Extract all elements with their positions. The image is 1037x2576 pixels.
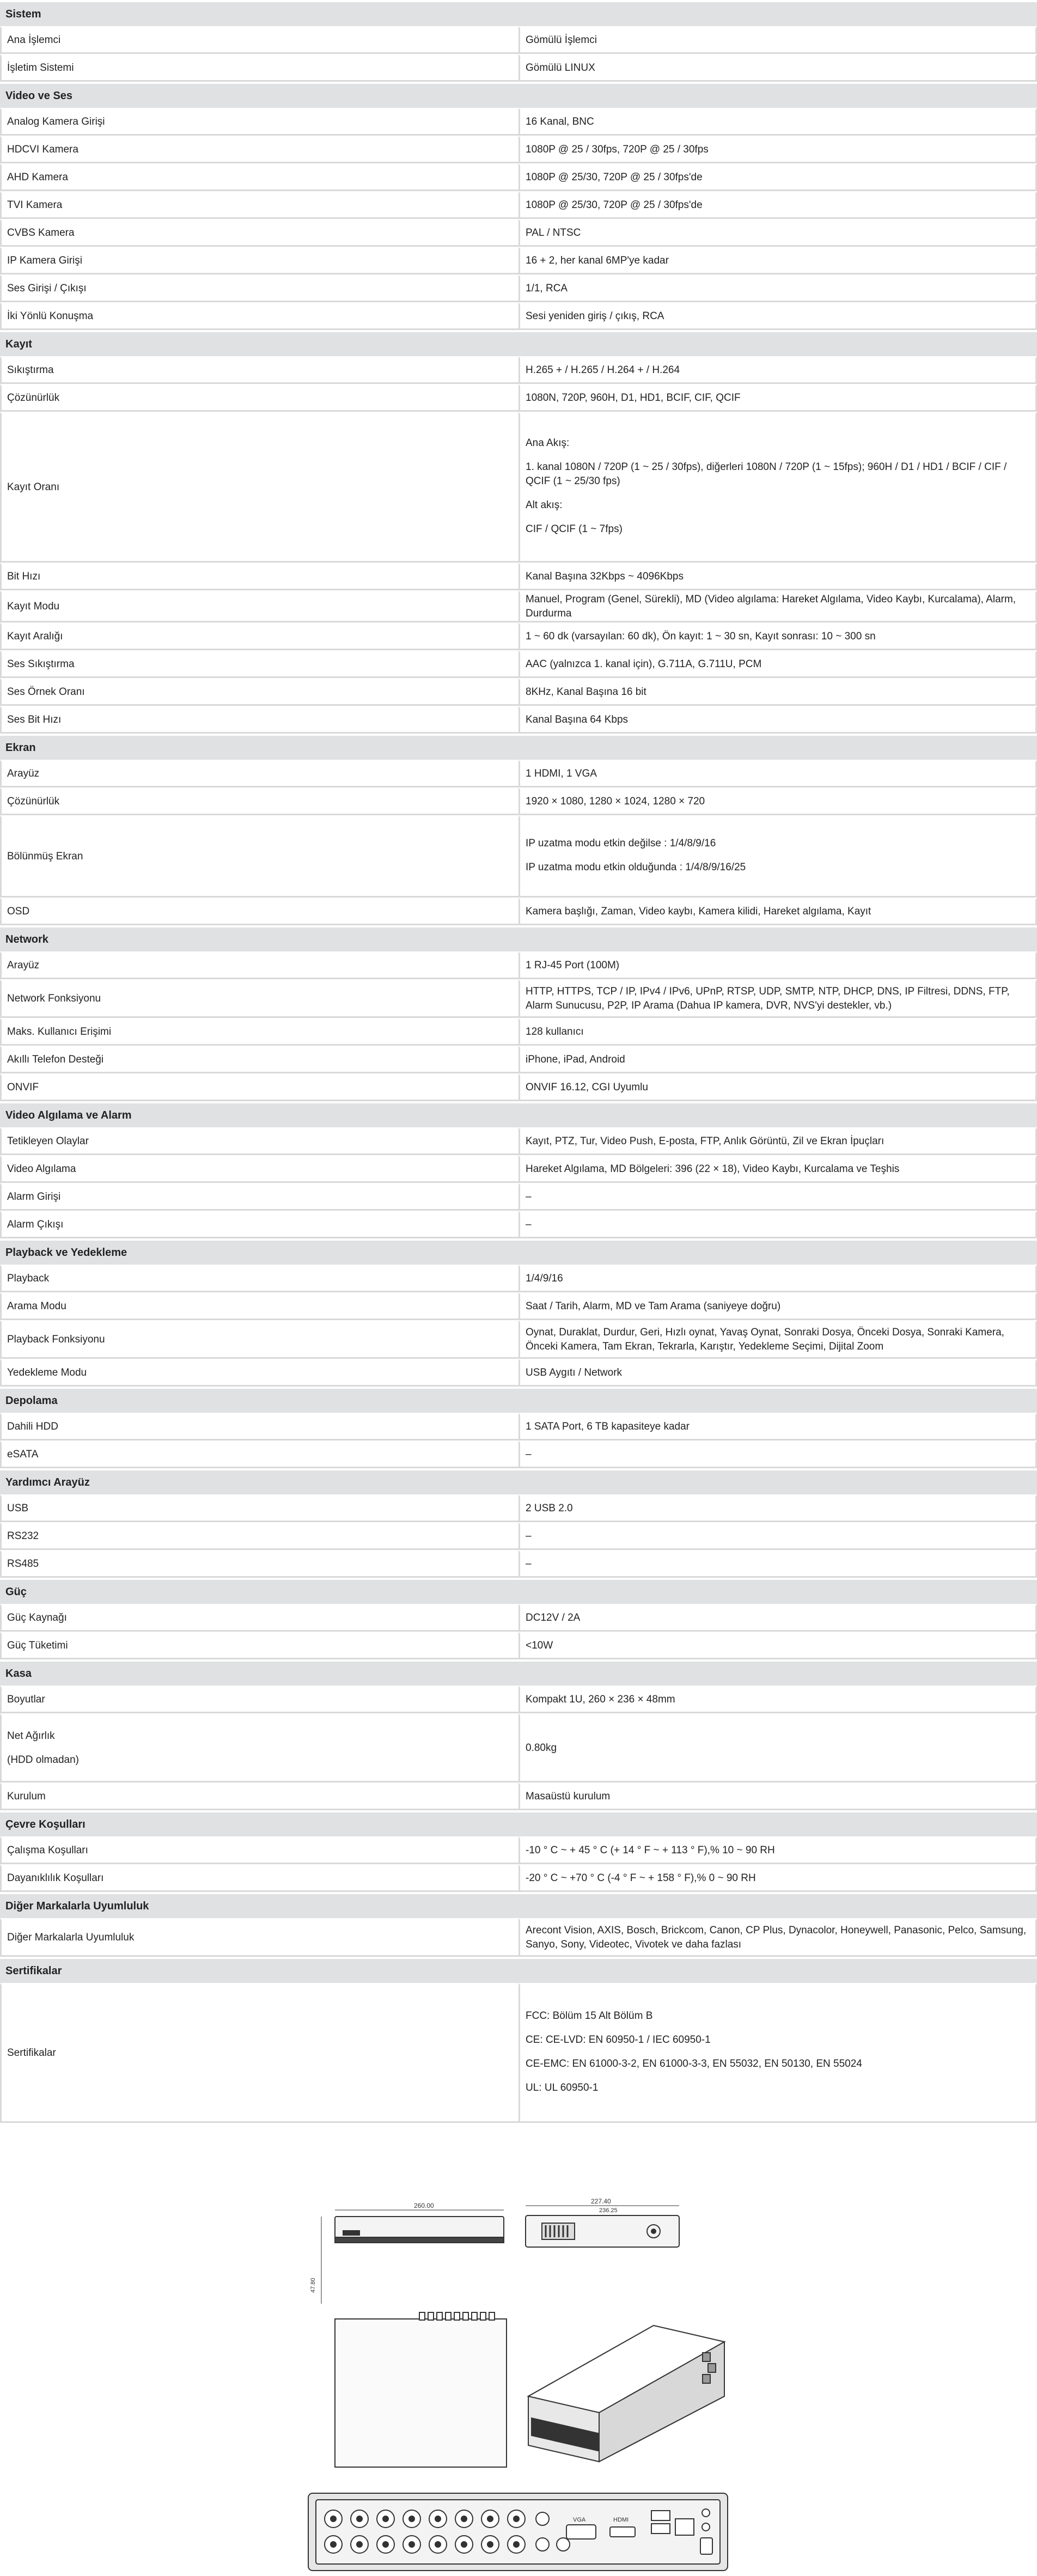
spec-label-text: Net Ağırlık: [7, 1730, 55, 1742]
spec-label-text: RS485: [7, 1558, 39, 1570]
spec-value-text: 1080P @ 25 / 30fps, 720P @ 25 / 30fps: [526, 144, 709, 155]
spec-label-text: Dayanıklılık Koşulları: [7, 1872, 104, 1884]
spec-value-text: 1080P @ 25/30, 720P @ 25 / 30fps'de: [526, 172, 703, 183]
height-label: 47.80: [310, 2278, 316, 2293]
spec-label: [0, 108, 518, 136]
spec-row: [0, 622, 1037, 650]
spec-label-text: Kayıt Modu: [7, 601, 60, 612]
spec-value-text: 128 kullanıcı: [526, 1026, 584, 1037]
spec-label: [0, 384, 518, 412]
spec-label: [0, 1183, 518, 1211]
spec-value-text: 1 ~ 60 dk (varsayılan: 60 dk), Ön kayıt: 1 ~ 30 sn, Kayıt sonrası: 10 ~ 300 sn: [526, 631, 876, 642]
spec-label: [0, 1632, 518, 1659]
spec-row: [0, 1073, 1037, 1101]
spec-label-text: İki Yönlü Konuşma: [7, 310, 94, 322]
spec-value-text: 2 USB 2.0: [526, 1503, 573, 1514]
spec-row: [0, 1127, 1037, 1155]
spec-label-text: Güç Tüketimi: [7, 1640, 68, 1651]
spec-label-text: Güç Kaynağı: [7, 1612, 67, 1623]
section-header-playback-ve-yedekleme: [0, 1238, 1037, 1265]
spec-label: [0, 1413, 518, 1440]
spec-row: [0, 1046, 1037, 1073]
spec-value-text: Saat / Tarih, Alarm, MD ve Tam Arama (saniyeye doğru): [526, 1301, 781, 1312]
spec-row: [0, 219, 1037, 247]
spec-value: [518, 898, 1037, 925]
section-header-diger-markalarla-uyumluluk: [0, 1892, 1037, 1918]
side-view-drawing: [526, 2197, 679, 2247]
spec-label-text: Arama Modu: [7, 1301, 66, 1312]
section-title: Çevre Koşulları: [0, 1810, 1037, 1836]
spec-label-text: Network Fonksiyonu: [7, 993, 101, 1004]
spec-value-text: 1/1, RCA: [526, 283, 568, 294]
spec-value: [518, 1018, 1037, 1046]
spec-value-text: Kamera başlığı, Zaman, Video kaybı, Kamera kilidi, Hareket algılama, Kayıt: [526, 906, 871, 917]
spec-value-text: –: [526, 1530, 532, 1542]
spec-label: [0, 1686, 518, 1713]
spec-value-text: IP uzatma modu etkin değilse : 1/4/8/9/16: [526, 838, 716, 849]
spec-row: [0, 1604, 1037, 1632]
spec-value-text: 1/4/9/16: [526, 1273, 563, 1284]
spec-value-text: -10 ° C ~ + 45 ° C (+ 14 ° F ~ + 113 ° F),% 10 ~ 90 RH: [526, 1845, 775, 1856]
spec-label-text: TVI Kamera: [7, 199, 63, 211]
spec-row: [0, 54, 1037, 82]
spec-label: [0, 979, 518, 1018]
section-title: Playback ve Yedekleme: [0, 1238, 1037, 1265]
spec-row: [0, 1783, 1037, 1810]
spec-value: [518, 247, 1037, 274]
spec-label-text: Alarm Girişi: [7, 1191, 61, 1202]
spec-value-text: H.265 + / H.265 / H.264 + / H.264: [526, 364, 680, 376]
spec-value-text: –: [526, 1449, 532, 1460]
spec-row: [0, 1155, 1037, 1183]
section-header-sistem: [0, 0, 1037, 26]
spec-row: [0, 760, 1037, 788]
spec-label-text: Playback: [7, 1273, 50, 1284]
spec-value: [518, 622, 1037, 650]
spec-value: [518, 1604, 1037, 1632]
spec-value-text: 1 SATA Port, 6 TB kapasiteye kadar: [526, 1421, 690, 1432]
spec-label-text: Sıkıştırma: [7, 364, 54, 376]
spec-label-text: Ses Bit Hızı: [7, 714, 62, 725]
section-header-network: [0, 925, 1037, 951]
spec-value: [518, 563, 1037, 590]
spec-value: [518, 1127, 1037, 1155]
spec-label-text: Ana İşlemci: [7, 34, 61, 46]
spec-value-text: CE: CE-LVD: EN 60950-1 / IEC 60950-1: [526, 2034, 711, 2046]
spec-label: [0, 1440, 518, 1468]
spec-row: [0, 1686, 1037, 1713]
spec-label: [0, 1046, 518, 1073]
spec-label-text: HDCVI Kamera: [7, 144, 78, 155]
spec-value: [518, 108, 1037, 136]
spec-value-text: 0.80kg: [526, 1742, 557, 1754]
spec-value: [518, 1155, 1037, 1183]
spec-label-text: Diğer Markalarla Uyumluluk: [7, 1932, 135, 1943]
spec-label-text: Ses Girişi / Çıkışı: [7, 283, 87, 294]
spec-value-text: 16 + 2, her kanal 6MP'ye kadar: [526, 255, 669, 266]
spec-label: [0, 1265, 518, 1292]
spec-value-text: FCC: Bölüm 15 Alt Bölüm B: [526, 2010, 653, 2022]
spec-value-text: –: [526, 1558, 532, 1570]
spec-label: [0, 650, 518, 678]
spec-value: [518, 384, 1037, 412]
spec-value-text: Sesi yeniden giriş / çıkış, RCA: [526, 310, 664, 322]
spec-value: [518, 302, 1037, 330]
spec-label-text: ONVIF: [7, 1082, 39, 1093]
spec-value: [518, 1413, 1037, 1440]
spec-row: [0, 1292, 1037, 1320]
spec-label: [0, 622, 518, 650]
spec-value-text: PAL / NTSC: [526, 227, 581, 239]
spec-value-text: DC12V / 2A: [526, 1612, 581, 1623]
spec-value: [518, 788, 1037, 815]
spec-row: [0, 26, 1037, 54]
spec-label: [0, 356, 518, 384]
spec-row: [0, 1413, 1037, 1440]
spec-value-text: USB Aygıtı / Network: [526, 1367, 623, 1378]
spec-row: [0, 247, 1037, 274]
section-title: Yardımcı Arayüz: [0, 1468, 1037, 1494]
spec-label-text: CVBS Kamera: [7, 227, 75, 239]
spec-label: [0, 1127, 518, 1155]
spec-label: [0, 1292, 518, 1320]
spec-value-text: Arecont Vision, AXIS, Bosch, Brickcom, Canon, CP Plus, Dynacolor, Honeywell, Panasonic, Pelco, Samsung, Sanyo, Sony, Videotec, Vivotek ve daha fazlası: [526, 1925, 1027, 1950]
section-title: Ekran: [0, 734, 1037, 760]
spec-value-text: Alt akış:: [526, 499, 563, 511]
spec-row: [0, 1359, 1037, 1387]
section-header-video-ve-ses: [0, 82, 1037, 108]
spec-label: [0, 191, 518, 219]
spec-label: [0, 302, 518, 330]
spec-row: [0, 788, 1037, 815]
spec-label: [0, 678, 518, 706]
spec-value: [518, 191, 1037, 219]
spec-row: [0, 356, 1037, 384]
section-header-yardimci-arayuz: [0, 1468, 1037, 1494]
spec-value-text: –: [526, 1191, 532, 1202]
spec-value: [518, 1686, 1037, 1713]
spec-row: [0, 1550, 1037, 1578]
spec-label: [0, 1320, 518, 1359]
spec-value-text: 16 Kanal, BNC: [526, 116, 594, 127]
spec-label-text: Playback Fonksiyonu: [7, 1334, 105, 1345]
spec-label: [0, 136, 518, 163]
spec-value: [518, 1864, 1037, 1892]
spec-label-text: Kayıt Aralığı: [7, 631, 63, 642]
spec-row: [0, 678, 1037, 706]
spec-row: [0, 1018, 1037, 1046]
spec-value-text: UL: UL 60950-1: [526, 2082, 599, 2093]
spec-label: [0, 1864, 518, 1892]
section-header-ekran: [0, 734, 1037, 760]
spec-label: [0, 1783, 518, 1810]
spec-row: [0, 1836, 1037, 1864]
spec-row: [0, 384, 1037, 412]
spec-value: [518, 219, 1037, 247]
spec-value: [518, 590, 1037, 622]
spec-value: [518, 1783, 1037, 1810]
spec-label-text: Arayüz: [7, 768, 40, 779]
spec-value: [518, 1073, 1037, 1101]
spec-row: [0, 1183, 1037, 1211]
spec-label-text: Çözünürlük: [7, 392, 60, 404]
section-header-video-algilama-ve-alarm: [0, 1101, 1037, 1127]
spec-label-text: Çözünürlük: [7, 796, 60, 807]
spec-row: [0, 1632, 1037, 1659]
spec-label: [0, 1604, 518, 1632]
spec-value-text: Gömülü LINUX: [526, 62, 595, 74]
front-view-drawing: [310, 2202, 504, 2304]
spec-row: [0, 815, 1037, 898]
spec-value-text: Manuel, Program (Genel, Sürekli), MD (Video algılama: Hareket Algılama, Video Kaybı, Kurcalama), Alarm, Durdurma: [526, 594, 1016, 619]
spec-label: [0, 706, 518, 734]
spec-value: [518, 760, 1037, 788]
spec-label: [0, 563, 518, 590]
spec-row: [0, 191, 1037, 219]
section-title: Sertifikalar: [0, 1957, 1037, 1983]
section-title: Diğer Markalarla Uyumluluk: [0, 1892, 1037, 1918]
section-title: Network: [0, 925, 1037, 951]
spec-row: [0, 951, 1037, 979]
spec-label: [0, 1836, 518, 1864]
spec-value: [518, 1440, 1037, 1468]
rear-panel-drawing: [308, 2493, 728, 2571]
spec-label-text: IP Kamera Girişi: [7, 255, 82, 266]
spec-label-text: Boyutlar: [7, 1694, 45, 1705]
spec-label: [0, 1073, 518, 1101]
spec-label: [0, 219, 518, 247]
rear-vga-label: VGA: [573, 2517, 586, 2523]
spec-value: [518, 1550, 1037, 1578]
spec-label-text: AHD Kamera: [7, 172, 68, 183]
spec-value-text: 1 RJ-45 Port (100M): [526, 960, 620, 971]
spec-value-text: CE-EMC: EN 61000-3-2, EN 61000-3-3, EN 55032, EN 50130, EN 55024: [526, 2058, 862, 2070]
spec-label: [0, 951, 518, 979]
spec-value-text: 1920 × 1080, 1280 × 1024, 1280 × 720: [526, 796, 705, 807]
spec-label: [0, 760, 518, 788]
spec-label-text: Video Algılama: [7, 1163, 76, 1175]
spec-value-text: 8KHz, Kanal Başına 16 bit: [526, 686, 646, 698]
spec-value-text: Kanal Başına 32Kbps ~ 4096Kbps: [526, 571, 684, 582]
spec-row: [0, 1440, 1037, 1468]
spec-label: [0, 54, 518, 82]
spec-row: [0, 979, 1037, 1018]
spec-value: [518, 1211, 1037, 1238]
section-title: Video Algılama ve Alarm: [0, 1101, 1037, 1127]
spec-value: [518, 1983, 1037, 2123]
section-title: Kayıt: [0, 330, 1037, 356]
spec-label-text: Tetikleyen Olaylar: [7, 1136, 89, 1147]
spec-value-text: HTTP, HTTPS, TCP / IP, IPv4 / IPv6, UPnP, RTSP, UDP, SMTP, NTP, DHCP, DNS, IP Filtresi, DDNS, FTP, Alarm Sunucusu, P2P, IP Arama (Dahua IP kamera, DVR, NVS'yi destekler, vb.): [526, 986, 1010, 1011]
spec-row: [0, 1713, 1037, 1783]
spec-label-text: Sertifikalar: [7, 2047, 56, 2059]
spec-value: [518, 1918, 1037, 1957]
spec-label: [0, 1359, 518, 1387]
top-view-drawing: [335, 2312, 507, 2467]
spec-row: [0, 590, 1037, 622]
spec-label-text: (HDD olmadan): [7, 1754, 79, 1766]
product-drawings: [0, 2189, 1037, 2576]
spec-value: [518, 1320, 1037, 1359]
spec-label: [0, 412, 518, 563]
spec-value-text: –: [526, 1219, 532, 1230]
spec-value: [518, 274, 1037, 302]
spec-row: [0, 1494, 1037, 1522]
spec-label-text: Arayüz: [7, 960, 40, 971]
spec-label: [0, 1713, 518, 1783]
spec-row: [0, 650, 1037, 678]
spec-label-text: Kurulum: [7, 1791, 46, 1802]
spec-value-text: 1080N, 720P, 960H, D1, HD1, BCIF, CIF, QCIF: [526, 392, 741, 404]
spec-label-text: Akıllı Telefon Desteği: [7, 1054, 104, 1065]
spec-value: [518, 356, 1037, 384]
section-title: Depolama: [0, 1387, 1037, 1413]
spec-value: [518, 1632, 1037, 1659]
spec-row: [0, 1918, 1037, 1957]
section-header-guc: [0, 1578, 1037, 1604]
spec-value-text: 1 HDMI, 1 VGA: [526, 768, 597, 779]
spec-row: [0, 1265, 1037, 1292]
spec-value: [518, 951, 1037, 979]
spec-value-text: Kompakt 1U, 260 × 236 × 48mm: [526, 1694, 675, 1705]
spec-value-text: CIF / QCIF (1 ~ 7fps): [526, 523, 623, 535]
spec-value: [518, 136, 1037, 163]
front-width-label: 260.00: [414, 2202, 434, 2209]
spec-value-text: 1080P @ 25/30, 720P @ 25 / 30fps'de: [526, 199, 703, 211]
spec-value: [518, 54, 1037, 82]
spec-value: [518, 678, 1037, 706]
spec-value-text: Gömülü İşlemci: [526, 34, 597, 46]
spec-row: [0, 302, 1037, 330]
spec-value-text: Hareket Algılama, MD Bölgeleri: 396 (22 × 18), Video Kaybı, Kurcalama ve Teşhis: [526, 1163, 900, 1175]
section-header-sertifikalar: [0, 1957, 1037, 1983]
spec-value-text: 1. kanal 1080N / 720P (1 ~ 25 / 30fps), diğerleri 1080N / 720P (1 ~ 15fps); 960H / D1 / HD1 / BCIF / CIF / QCIF (1 ~ 25/30 fps): [526, 461, 1007, 487]
spec-label: [0, 1983, 518, 2123]
spec-value-text: Kanal Başına 64 Kbps: [526, 714, 629, 725]
spec-row: [0, 1864, 1037, 1892]
spec-label-text: Analog Kamera Girişi: [7, 116, 105, 127]
spec-value-text: AAC (yalnızca 1. kanal için), G.711A, G.711U, PCM: [526, 658, 762, 670]
spec-value: [518, 412, 1037, 563]
spec-label-text: Yedekleme Modu: [7, 1367, 87, 1378]
spec-label-text: eSATA: [7, 1449, 39, 1460]
spec-label: [0, 247, 518, 274]
spec-value: [518, 1046, 1037, 1073]
side-sub-label: 236.25: [599, 2207, 618, 2214]
spec-row: [0, 163, 1037, 191]
spec-value: [518, 1494, 1037, 1522]
spec-label-text: Ses Örnek Oranı: [7, 686, 85, 698]
spec-value-text: IP uzatma modu etkin olduğunda : 1/4/8/9/16/25: [526, 862, 746, 873]
spec-label: [0, 898, 518, 925]
spec-label: [0, 1522, 518, 1550]
spec-value: [518, 979, 1037, 1018]
spec-row: [0, 1522, 1037, 1550]
section-header-depolama: [0, 1387, 1037, 1413]
spec-label: [0, 788, 518, 815]
spec-label-text: USB: [7, 1503, 29, 1514]
spec-row: [0, 108, 1037, 136]
section-title: Güç: [0, 1578, 1037, 1604]
spec-value-text: Kayıt, PTZ, Tur, Video Push, E-posta, FTP, Anlık Görüntü, Zil ve Ekran İpuçları: [526, 1136, 884, 1147]
spec-value: [518, 1713, 1037, 1783]
spec-label: [0, 590, 518, 622]
spec-label-text: Bit Hızı: [7, 571, 41, 582]
spec-label: [0, 1211, 518, 1238]
spec-row: [0, 1211, 1037, 1238]
spec-label-text: Dahili HDD: [7, 1421, 58, 1432]
spec-value-text: ONVIF 16.12, CGI Uyumlu: [526, 1082, 648, 1093]
spec-value-text: -20 ° C ~ +70 ° C (-4 ° F ~ + 158 ° F),% 0 ~ 90 RH: [526, 1872, 756, 1884]
section-title: Sistem: [0, 0, 1037, 26]
spec-label-text: Maks. Kullanıcı Erişimi: [7, 1026, 112, 1037]
spec-label-text: Ses Sıkıştırma: [7, 658, 75, 670]
spec-row: [0, 706, 1037, 734]
spec-value: [518, 1292, 1037, 1320]
spec-label-text: OSD: [7, 906, 30, 917]
spec-value: [518, 26, 1037, 54]
side-depth-label: 227.40: [591, 2197, 611, 2205]
spec-row: [0, 563, 1037, 590]
spec-label-text: Kayıt Oranı: [7, 481, 60, 493]
spec-value: [518, 815, 1037, 898]
spec-row: [0, 1983, 1037, 2123]
section-header-kayit: [0, 330, 1037, 356]
spec-value-text: <10W: [526, 1640, 553, 1651]
spec-row: [0, 898, 1037, 925]
spec-label: [0, 26, 518, 54]
spec-label: [0, 274, 518, 302]
spec-row: [0, 274, 1037, 302]
spec-label: [0, 1155, 518, 1183]
spec-label: [0, 1550, 518, 1578]
isometric-view-drawing: [528, 2325, 724, 2462]
spec-value: [518, 1359, 1037, 1387]
spec-label-text: Çalışma Koşulları: [7, 1845, 88, 1856]
spec-row: [0, 1320, 1037, 1359]
spec-label: [0, 1018, 518, 1046]
spec-value: [518, 1183, 1037, 1211]
spec-value-text: iPhone, iPad, Android: [526, 1054, 625, 1065]
spec-label-text: RS232: [7, 1530, 39, 1542]
spec-value: [518, 1522, 1037, 1550]
section-header-kasa: [0, 1659, 1037, 1686]
section-title: Kasa: [0, 1659, 1037, 1686]
spec-label: [0, 815, 518, 898]
spec-value: [518, 706, 1037, 734]
spec-value: [518, 1265, 1037, 1292]
spec-value: [518, 1836, 1037, 1864]
spec-label: [0, 1918, 518, 1957]
spec-value: [518, 163, 1037, 191]
spec-value-text: Ana Akış:: [526, 437, 570, 449]
spec-value-text: Oynat, Duraklat, Durdur, Geri, Hızlı oynat, Yavaş Oynat, Sonraki Dosya, Önceki Dosya, Sonraki Kamera, Önceki Kamera, Tam Ekran, Tekrarla, Karıştır, Yedekleme Seçimi, Dijital Zoom: [526, 1327, 1004, 1352]
section-title: Video ve Ses: [0, 82, 1037, 108]
spec-row: [0, 412, 1037, 563]
spec-row: [0, 136, 1037, 163]
spec-label: [0, 163, 518, 191]
spec-value: [518, 650, 1037, 678]
spec-label-text: İşletim Sistemi: [7, 62, 74, 74]
spec-value-text: Masaüstü kurulum: [526, 1791, 611, 1802]
spec-label-text: Bölünmüş Ekran: [7, 851, 83, 862]
spec-label-text: Alarm Çıkışı: [7, 1219, 64, 1230]
spec-label: [0, 1494, 518, 1522]
rear-hdmi-label: HDMI: [613, 2517, 629, 2523]
section-header-cevre-kosullari: [0, 1810, 1037, 1836]
